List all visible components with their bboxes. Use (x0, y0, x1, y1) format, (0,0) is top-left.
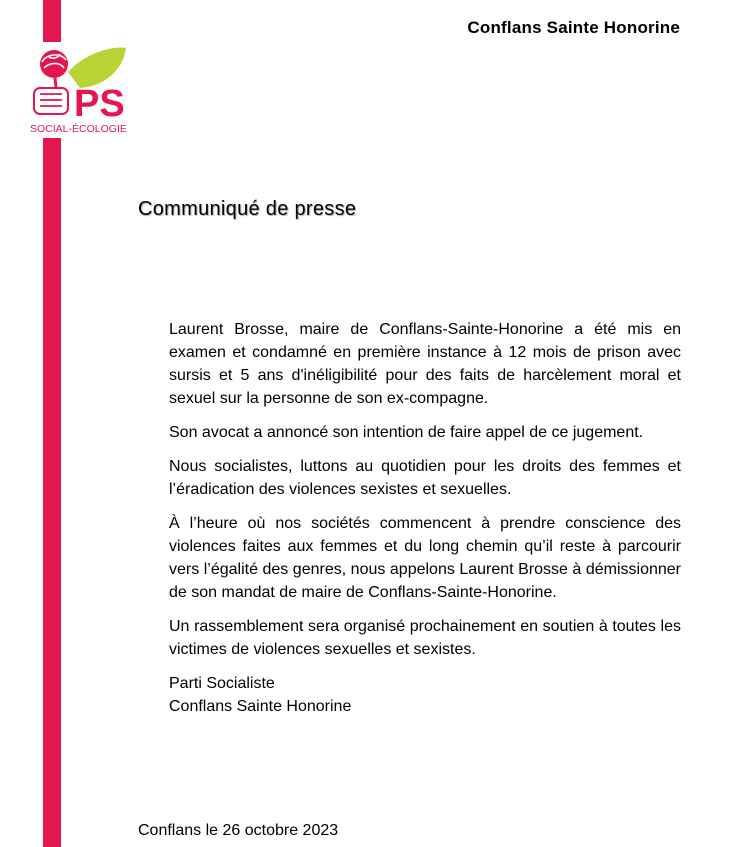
ps-logo (28, 42, 140, 138)
paragraph: Un rassemblement sera organisé prochainement en soutien à toutes les victimes de violences sexuelles et sexistes. (169, 618, 681, 658)
paragraph: Son avocat a annoncé son intention de faire appel de ce jugement. (169, 424, 644, 441)
date-line: Conflans le 26 octobre 2023 (138, 822, 339, 839)
signature-line: Parti Socialiste (169, 675, 275, 692)
logo-tagline: SOCIAL-ÉCOLOGIE (30, 123, 127, 135)
paragraph: À l’heure où nos sociétés commencent à prendre conscience des violences faites aux femmes et du long chemin qu’il reste à parcourir vers l’égalité des genres, nous appelons Laurent Brosse à démissionner de son mandat de maire de Conflans-Sainte-Honorine. (169, 515, 681, 601)
signature (169, 672, 681, 718)
page-title: Communiqué de presse (138, 198, 357, 220)
ps-mark: PS (74, 83, 125, 125)
paragraph: Nous socialistes, luttons au quotidien pour les droits des femmes et l’éradication des violences sexistes et sexuelles. (169, 458, 681, 498)
header-city: Conflans Sainte Honorine (467, 18, 680, 37)
press-release-body (169, 318, 681, 718)
rose-fist-icon (28, 42, 140, 138)
signature-line: Conflans Sainte Honorine (169, 698, 352, 715)
paragraph: Laurent Brosse, maire de Conflans-Sainte-Honorine a été mis en examen et condamné en première instance à 12 mois de prison avec sursis et 5 ans d'inéligibilité pour des faits de harcèlement moral et sexuel sur la personne de son ex-compagne. (169, 321, 681, 407)
